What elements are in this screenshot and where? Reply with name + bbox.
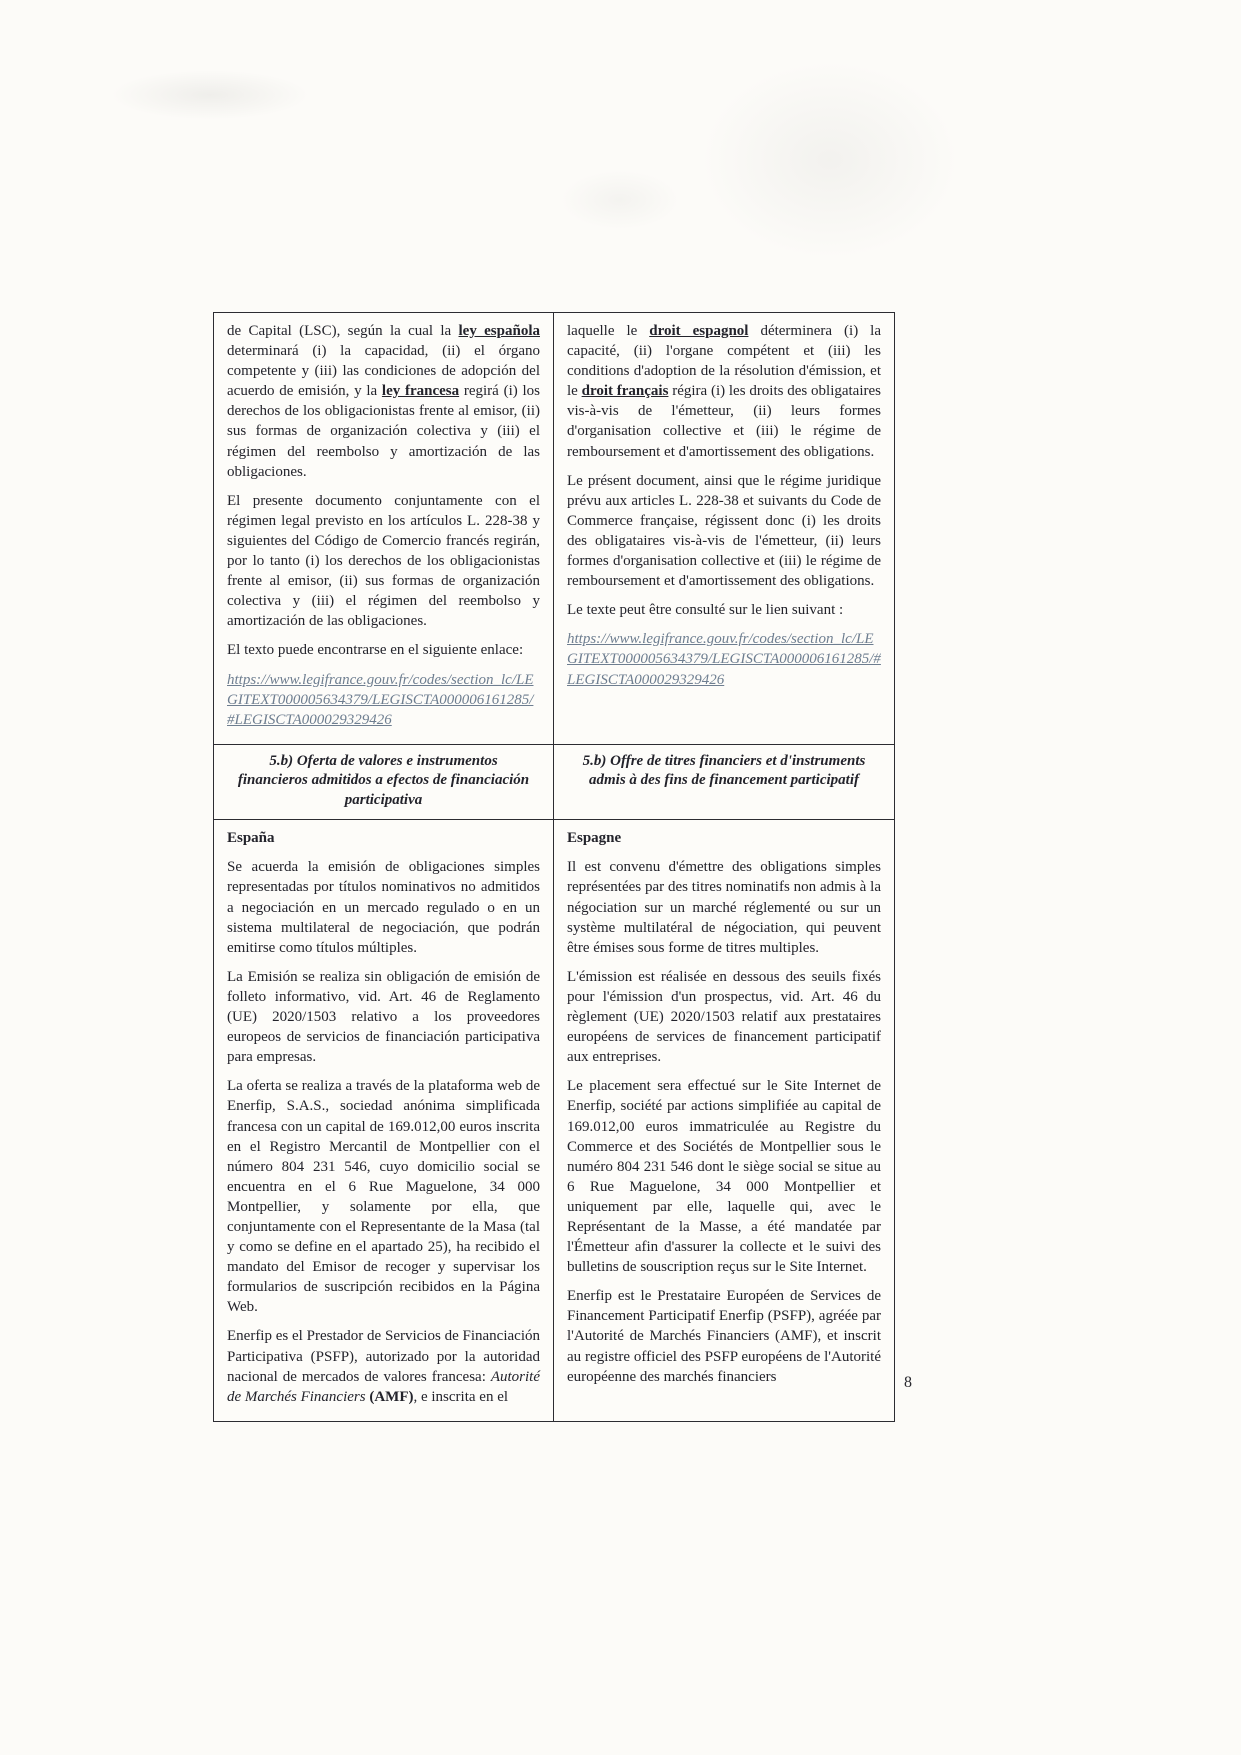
scan-artifact [560, 170, 680, 230]
table-row-section-heading [214, 744, 894, 821]
paragraph [567, 321, 881, 462]
section-title-text: 5.b) Offre de titres financiers et d'instruments admis à des fins de financement participatif [582, 752, 866, 789]
paragraph [567, 1286, 881, 1386]
text-run: laquelle le [567, 323, 650, 339]
paragraph [567, 629, 881, 689]
table-row-offer [214, 820, 894, 1421]
text-run: Le présent document, ainsi que le régime juridique prévu aux articles L. 228-38 et suivants du Code de Commerce française, régissent donc (i) les droits des obligataires vis-à-vis de l'émetteur, (ii) leurs formes d'organisation collective et (iii) le régime de remboursement et d'amortissement des obligations. [567, 472, 881, 590]
text-run: Se acuerda la emisión de obligaciones simples representadas por títulos nominativos no admitidos a negociación en un mercado regulado o en un sistema multilateral de negociación, que podrán emitirse como títulos múltiples. [227, 859, 540, 956]
section-title-text: 5.b) Oferta de valores e instrumentos financieros admitidos a efectos de financiación participativa [237, 752, 530, 808]
emphasis-ley-francesa: ley francesa [381, 383, 460, 400]
paragraph [227, 670, 540, 730]
text-run: Le texte peut être consulté sur le lien suivant : [567, 602, 844, 619]
paragraph [567, 967, 881, 1067]
emphasis-amf-abbr: (AMF) [365, 1388, 414, 1405]
text-run: régira (i) les droits des obligataires vis-à-vis de l'émetteur, (ii) leurs formes d'organisation collective et (iii) le régime de remboursement et d'amortissement des obligations. [567, 383, 881, 460]
text-run: La Emisión se realiza sin obligación de emisión de folleto informativo, vid. Art. 46 de Reglamento (UE) 2020/1503 relativo a los proveedores europeos de servicios de financiación participativa para empresas. [227, 968, 540, 1066]
text-run: El texto puede encontrarse en el siguiente enlace: [227, 642, 524, 659]
text-run: déterminera (i) la capacité, (ii) l'organe compétent et (iii) les conditions d'adoption de la résolution d'émission, et le [567, 323, 881, 400]
paragraph [227, 321, 540, 482]
text-run: Enerfip es el Prestador de Servicios de Financiación Participativa (PSFP), autorizado por la autoridad nacional de mercados de valores francesa: [227, 1328, 540, 1385]
cell-offer-fr [554, 820, 894, 1421]
emphasis-amf-name: Autorité de Marchés Financiers [227, 1368, 540, 1405]
text-run: L'émission est réalisée en dessous des seuils fixés pour l'émission d'un prospectus, vid. Art. 46 du règlement (UE) 2020/1503 relatif aux prestataires européens de services de financement participatif aux entreprises. [567, 968, 881, 1066]
text-run: La oferta se realiza a través de la plataforma web de Enerfip, S.A.S., sociedad anónima simplificada francesa con un capital de 169.012,00 euros inscrita en el Registro Mercantil de Montpellier con el número 804 231 546, cuyo domicilio social se encuentra en el 6 Rue Maguelone, 34 000 Montpellier, y solamente por ella, que conjuntamente con el Representante de la Masa (tal y como se define en el apartado 25), ha recibido el mandato del Emisor de recoger y supervisar los formularios de suscripción recibidos en la Página Web. [227, 1078, 540, 1316]
paragraph [227, 1076, 540, 1317]
section-heading-es [214, 745, 554, 820]
country-heading: Espagne [567, 830, 622, 847]
section-heading-fr [554, 745, 894, 820]
table-row-legal-regime [214, 313, 894, 744]
text-run: de Capital (LSC), según la cual la [227, 323, 459, 339]
emphasis-ley-espanola: ley española [458, 323, 540, 339]
paragraph [567, 1076, 881, 1277]
text-run: regirá (i) los derechos de los obligacionistas frente al emisor, (ii) sus formas de organización colectiva y (iii) el régimen del reembolso y amortización de las obligaciones. [227, 383, 540, 480]
emphasis-droit-espagnol: droit espagnol [649, 323, 749, 339]
text-run: determinará (i) la capacidad, (ii) el órgano competente y (iii) las condiciones de adopción del acuerdo de emisión, y la [227, 343, 540, 400]
text-run: Le placement sera effectué sur le Site Internet de Enerfip, société par actions simplifiée au capital de 169.012,00 euros immatriculée au Registre du Commerce et des Sociétés de Montpellier sous le numéro 804 231 546 dont le siège social se situe au 6 Rue Maguelone, 34 000 Montpellier et uniquement par elle, laquelle qui, avec le Représentant de la Masse, a été mandatée par l'Émetteur afin d'assurer la collecte et le suivi des bulletins de souscription reçus sur le Site Internet. [567, 1078, 881, 1276]
page-number: 8 [904, 1374, 912, 1391]
country-heading: España [227, 830, 275, 847]
paragraph [227, 491, 540, 632]
scan-artifact [110, 70, 310, 120]
legifrance-link-fr[interactable]: https://www.legifrance.gouv.fr/codes/section_lc/LEGITEXT000005634379/LEGISCTA000006161285/#LEGISCTA000029329426 [567, 631, 881, 688]
text-run: , e inscrita en el [413, 1388, 509, 1405]
cell-legal-es [214, 313, 554, 744]
paragraph [227, 1326, 540, 1406]
paragraph [227, 857, 540, 957]
text-run: El presente documento conjuntamente con el régimen legal previsto en los artículos L. 228-38 y siguientes del Código de Comercio francés regirán, por lo tanto (i) los derechos de los obligacionistas frente al emisor, (ii) sus formas de organización colectiva y (iii) el régimen del reembolso y amortización de las obligaciones. [227, 492, 540, 630]
paragraph [227, 967, 540, 1067]
text-run: Enerfip est le Prestataire Européen de Services de Financement Participatif Enerfip (PSFP), agréée par l'Autorité de Marchés Financiers (AMF), et inscrit au registre officiel des PSFP européens de l'Autorité européenne des marchés financiers [567, 1288, 881, 1385]
paragraph [567, 600, 881, 620]
paragraph [567, 857, 881, 957]
legifrance-link-es[interactable]: https://www.legifrance.gouv.fr/codes/section_lc/LEGITEXT000005634379/LEGISCTA000006161285/#LEGISCTA000029329426 [227, 671, 534, 728]
bilingual-legal-table [213, 312, 895, 1422]
paragraph [567, 471, 881, 592]
cell-legal-fr [554, 313, 894, 744]
paragraph [227, 640, 540, 660]
scan-artifact [700, 60, 960, 260]
emphasis-droit-francais: droit français [581, 383, 669, 400]
text-run: Il est convenu d'émettre des obligations simples représentées par des titres nominatifs non admis à la négociation sur un marché réglementé ou sur un système multilatéral de négociation, qui peuvent être émises sous forme de titres multiples. [567, 859, 881, 956]
cell-offer-es [214, 820, 554, 1421]
